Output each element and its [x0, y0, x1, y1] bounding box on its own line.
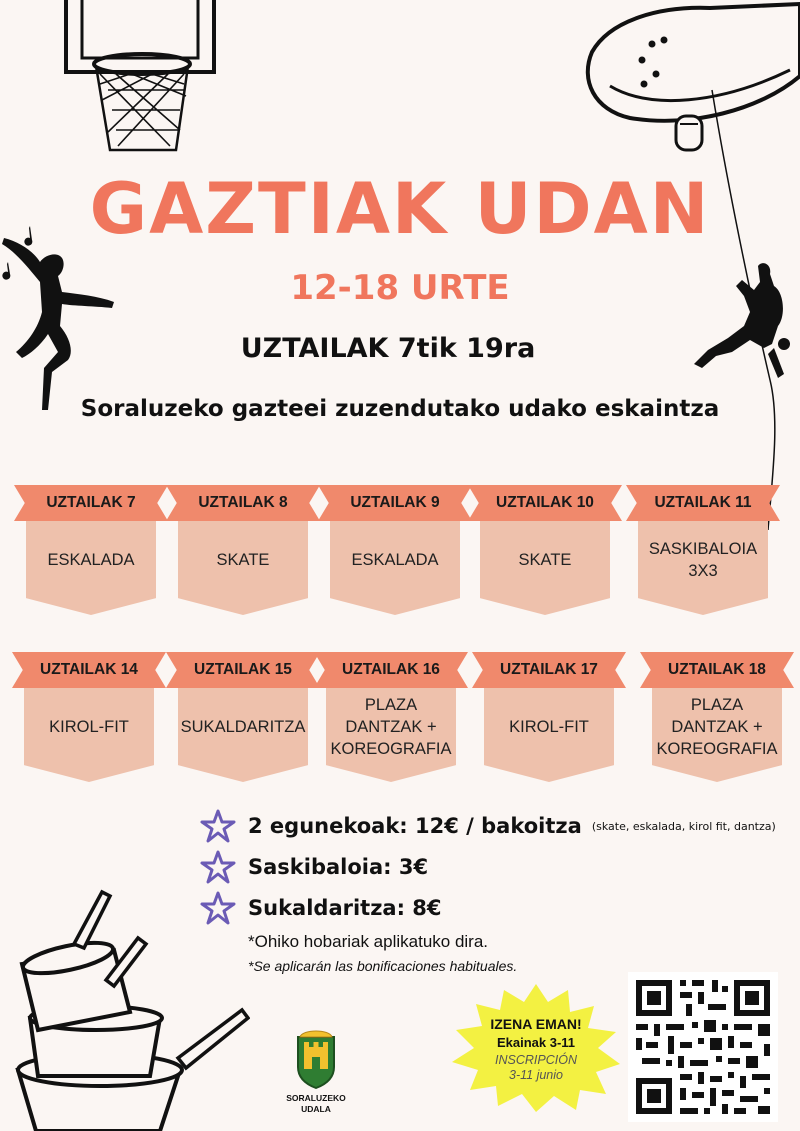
poster-title: GAZTIAK UDAN — [89, 168, 711, 250]
day-activity: ESKALADA — [47, 550, 135, 569]
day-activity: SUKALDARITZA — [180, 717, 306, 736]
discount-note-spanish: *Se aplicarán las bonificaciones habituales. — [248, 958, 518, 974]
day-activity: PLAZA DANTZAK + KOREOGRAFIA — [656, 695, 778, 759]
qr-code-icon[interactable] — [628, 972, 778, 1122]
municipality-line-1: SORALUZEKO — [286, 1093, 346, 1103]
schedule-day — [468, 485, 622, 617]
price-text: 2 egunekoak: 12€ / bakoitza — [248, 814, 582, 838]
day-date: UZTAILAK 9 — [350, 494, 440, 511]
day-activity: SASKIBALOIA 3X3 — [648, 539, 758, 580]
date-range: UZTAILAK 7tik 19ra — [240, 333, 536, 364]
dancer-silhouette-icon — [0, 222, 120, 412]
municipality-name — [276, 1093, 356, 1115]
day-date: UZTAILAK 15 — [194, 661, 292, 678]
schedule-day — [166, 652, 320, 784]
day-date: UZTAILAK 8 — [198, 494, 288, 511]
day-date: UZTAILAK 16 — [342, 661, 440, 678]
day-date: UZTAILAK 14 — [40, 661, 138, 678]
schedule-day — [166, 485, 320, 617]
schedule-day — [12, 652, 166, 784]
day-date: UZTAILAK 10 — [496, 494, 594, 511]
price-row — [200, 808, 776, 844]
municipality-crest-icon — [292, 1027, 340, 1089]
day-date: UZTAILAK 7 — [46, 494, 136, 511]
star-icon — [200, 849, 236, 885]
day-activity: ESKALADA — [351, 550, 439, 569]
day-date: UZTAILAK 17 — [500, 661, 598, 678]
price-row — [200, 890, 442, 926]
price-note: (skate, eskalada, kirol fit, dantza) — [591, 819, 776, 833]
star-icon — [200, 808, 236, 844]
schedule-day — [626, 485, 780, 617]
day-date: UZTAILAK 18 — [668, 661, 766, 678]
schedule-day — [318, 485, 472, 617]
schedule-day — [314, 652, 468, 784]
municipality-line-2: UDALA — [301, 1104, 331, 1115]
star-icon — [200, 890, 236, 926]
registration-label-es: INSCRIPCIÓN — [495, 1053, 577, 1067]
registration-dates-es: 3-11 junio — [509, 1068, 563, 1082]
day-activity: SKATE — [216, 550, 270, 569]
day-activity: KIROL-FIT — [49, 717, 129, 736]
schedule-day — [14, 485, 168, 617]
price-text: Saskibaloia: 3€ — [248, 855, 429, 879]
age-range: 12-18 URTE — [290, 268, 510, 308]
day-activity: SKATE — [518, 550, 572, 569]
description: Soraluzeko gazteei zuzendutako udako eskaintza — [80, 396, 720, 422]
discount-note-basque: *Ohiko hobariak aplikatuko dira. — [248, 932, 489, 951]
day-date: UZTAILAK 11 — [654, 494, 752, 511]
schedule-day — [472, 652, 626, 784]
price-text: Sukaldaritza: 8€ — [248, 896, 442, 920]
schedule-day — [640, 652, 794, 784]
registration-cta: IZENA EMAN! — [490, 1016, 582, 1032]
day-activity: PLAZA DANTZAK + KOREOGRAFIA — [330, 695, 452, 759]
day-activity: KIROL-FIT — [509, 717, 589, 736]
registration-info — [450, 1016, 622, 1082]
basketball-hoop-icon — [60, 0, 220, 170]
price-row — [200, 849, 428, 885]
registration-dates-eu: Ekainak 3-11 — [496, 1035, 576, 1050]
